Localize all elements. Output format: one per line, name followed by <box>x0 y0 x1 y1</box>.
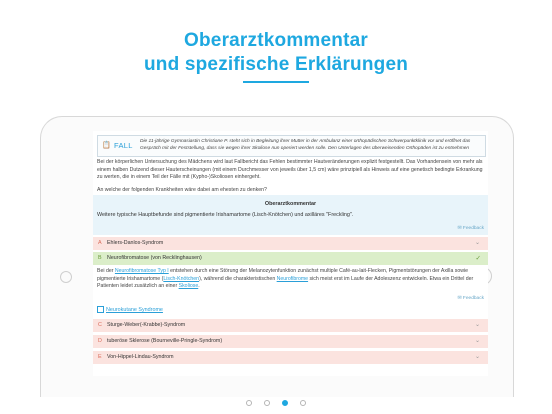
option-letter: A <box>98 240 102 246</box>
case-paragraph: Bei der körperlichen Untersuchung des Mädchens wird laut Fallbericht das Fehlen bestimmter Hautveränderungen explizit festgestellt. Das Vorhandensein von mehr als einem halben Dutzend dieser Hauterscheinungen (mit einem Durchmesser von jeweils über 1,5 cm) wäre prinzipiell als Hinweis auf eine genetisch bedingte Erkrankung zu werten, die in einem Teil der Fälle mit (Kypho-)Skoliosen einhergeht. <box>97 159 483 181</box>
case-file-icon: 📋 <box>102 142 111 149</box>
explanation-text: ), während die charakteristischen <box>199 275 277 282</box>
answer-option-c[interactable] <box>93 319 488 332</box>
checkmark-icon: ✓ <box>475 255 481 262</box>
feedback-label: Feedback <box>462 296 484 301</box>
answer-option-b[interactable] <box>93 252 488 265</box>
explanation-text: sich meist erst im Laufe der Adoleszenz entwickeln. Etwa ein Drittel der Patienten leidet zusätzlich an einer <box>97 275 474 290</box>
feedback-label: Feedback <box>462 226 484 231</box>
option-letter: D <box>98 338 102 344</box>
option-label: Sturge-Weber(-Krabbe)-Syndrom <box>107 322 186 328</box>
answer-option-a[interactable] <box>93 237 488 250</box>
oberarzt-comment-box <box>93 195 488 235</box>
option-label: Von-Hippel-Lindau-Syndrom <box>107 354 174 360</box>
link-neurofibromatose[interactable]: Neurofibromatose Typ I <box>114 268 169 274</box>
page-indicator <box>0 393 552 411</box>
option-explanation <box>97 268 484 291</box>
chevron-down-icon: ⌄ <box>474 338 480 344</box>
document-icon <box>97 306 104 313</box>
page-dot[interactable] <box>300 400 306 406</box>
option-letter: E <box>98 354 102 360</box>
option-label: tuberöse Sklerose (Bourneville-Pringle-Syndrom) <box>107 338 223 344</box>
feedback-icon: ✉ <box>457 226 462 231</box>
headline-line-1: Oberarztkommentar <box>184 30 368 51</box>
page-dot-active[interactable] <box>282 400 288 406</box>
link-skoliose[interactable]: Skoliose <box>178 283 199 290</box>
tablet-camera <box>60 271 72 283</box>
topic-link[interactable] <box>97 306 163 315</box>
topic-label: Neurokutane Syndrome <box>106 306 163 313</box>
headline-line-2: und spezifische Erklärungen <box>143 54 409 75</box>
answer-option-d[interactable] <box>93 335 488 348</box>
option-letter: C <box>98 322 102 328</box>
explanation-text: . <box>198 283 200 290</box>
option-label: Neurofibromatose (von Recklinghausen) <box>107 255 202 261</box>
feedback-icon: ✉ <box>457 296 462 301</box>
link-lisch-knoetchen[interactable]: Lisch-Knötchen <box>163 275 200 282</box>
chevron-down-icon: ⌄ <box>474 240 480 246</box>
case-box <box>97 135 486 157</box>
answer-option-e[interactable] <box>93 351 488 364</box>
option-letter: B <box>98 255 102 261</box>
link-neurofibrome[interactable]: Neurofibrome <box>276 275 309 282</box>
feedback-link[interactable] <box>458 226 484 233</box>
explanation-text: Bei der <box>97 268 115 274</box>
question-text: An welche der folgenden Krankheiten wäre dabei am ehesten zu denken? <box>97 187 267 193</box>
oberarzt-comment-text: Weitere typische Hauptbefunde sind pigmentierte Irishamartome (Lisch-Knötchen) und axilläres "Freckling". <box>97 212 354 218</box>
chevron-down-icon: ⌄ <box>474 354 480 360</box>
app-screen <box>93 131 488 376</box>
oberarzt-comment-title: Oberarztkommentar <box>264 201 317 207</box>
headline-divider <box>243 81 309 83</box>
case-label: FALL <box>114 141 133 150</box>
page-dot[interactable] <box>246 400 252 406</box>
option-label: Ehlers-Danlos-Syndrom <box>107 240 164 246</box>
feedback-link[interactable] <box>458 296 484 303</box>
case-text: Die 11-jährige Gymnasiastin Christiane P. steht sich in Begleitung ihrer Mutter in der Ambulanz einer orthopädischen Schwerpunktklinik vor und eröffnet das Gespräch mit der Feststellung, dass sie wegen ihrer Skoliose nun operiert werden solle. Den Unterlagen des überweisenden Orthopäden ist zu entnehmen <box>140 139 471 151</box>
chevron-down-icon: ⌄ <box>474 322 480 328</box>
page-dot[interactable] <box>264 400 270 406</box>
explanation-text: entstehen durch eine Störung der Melanozytenfunktion zunächst multiple Café-au-lait-Flecken, Pigmentstörungen der Axilla sowie pigmentierte Irishamartome ( <box>97 268 469 282</box>
